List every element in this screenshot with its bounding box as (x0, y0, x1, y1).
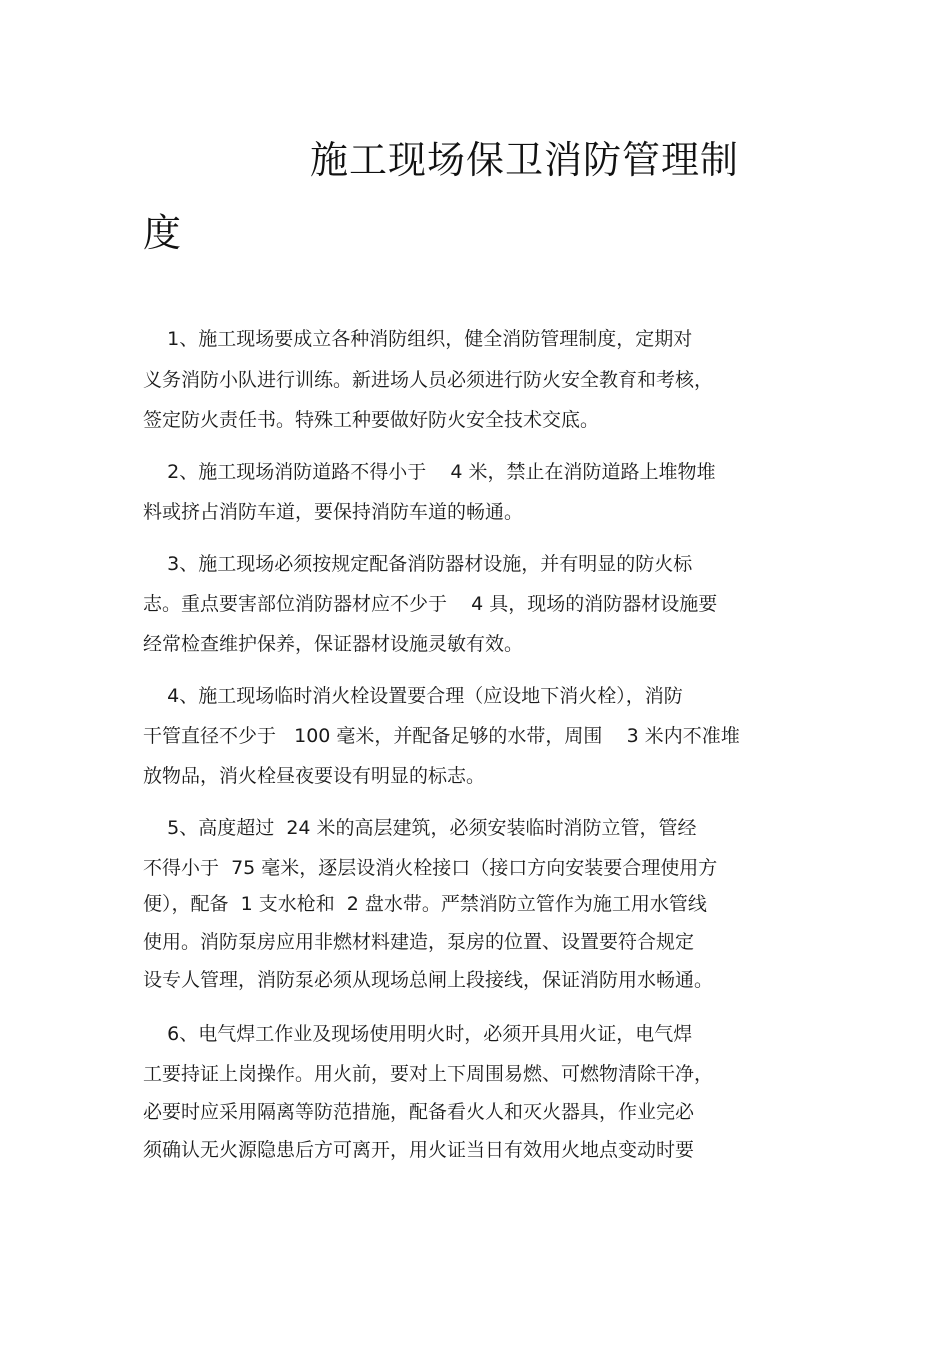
paragraph-line: 设专人管理，消防泵必须从现场总闸上段接线，保证消防用水畅通。 (143, 969, 714, 991)
paragraph-line: 料或挤占消防车道，要保持消防车道的畅通。 (143, 501, 524, 523)
paragraph-line: 1、施工现场要成立各种消防组织，健全消防管理制度，定期对 (143, 328, 693, 350)
paragraph-line: 干管直径不少于 100 毫米，并配备足够的水带，周围 3 米内不准堆 (143, 725, 740, 747)
paragraph-line: 4、施工现场临时消火栓设置要合理（应设地下消火栓），消防 (143, 685, 683, 707)
paragraph-line: 必要时应采用隔离等防范措施，配备看火人和灭火器具，作业完必 (143, 1101, 695, 1123)
paragraph-line: 5、高度超过 24 米的高层建筑，必须安装临时消防立管，管经 (143, 817, 697, 839)
paragraph-line: 3、施工现场必须按规定配备消防器材设施，并有明显的防火标 (143, 553, 693, 575)
paragraph-line: 义务消防小队进行训练。新进场人员必须进行防火安全教育和考核， (143, 369, 714, 391)
paragraph-line: 须确认无火源隐患后方可离开，用火证当日有效用火地点变动时要 (143, 1139, 695, 1161)
paragraph-line: 使用。消防泵房应用非燃材料建造，泵房的位置、设置要符合规定 (143, 931, 695, 953)
paragraph-line: 志。重点要害部位消防器材应不少于 4 具，现场的消防器材设施要 (143, 593, 718, 615)
paragraph-line: 便），配备 1 支水枪和 2 盘水带。严禁消防立管作为施工用水管线 (143, 893, 707, 915)
paragraph-line: 放物品，消火栓昼夜要设有明显的标志。 (143, 765, 486, 787)
paragraph-line: 不得小于 75 毫米，逐层设消火栓接口（接口方向安装要合理使用方 (143, 857, 718, 879)
paragraph-line: 6、电气焊工作业及现场使用明火时，必须开具用火证，电气焊 (143, 1023, 693, 1045)
paragraph-line: 2、施工现场消防道路不得小于 4 米，禁止在消防道路上堆物堆 (143, 461, 716, 483)
paragraph-line: 工要持证上岗操作。用火前，要对上下周围易燃、可燃物清除干净， (143, 1063, 714, 1085)
document-title-line-2: 度 (143, 211, 183, 255)
paragraph-line: 经常检查维护保养，保证器材设施灵敏有效。 (143, 633, 524, 655)
document-title-line-1: 施工现场保卫消防管理制 (310, 138, 740, 182)
paragraph-line: 签定防火责任书。特殊工种要做好防火安全技术交底。 (143, 409, 600, 431)
